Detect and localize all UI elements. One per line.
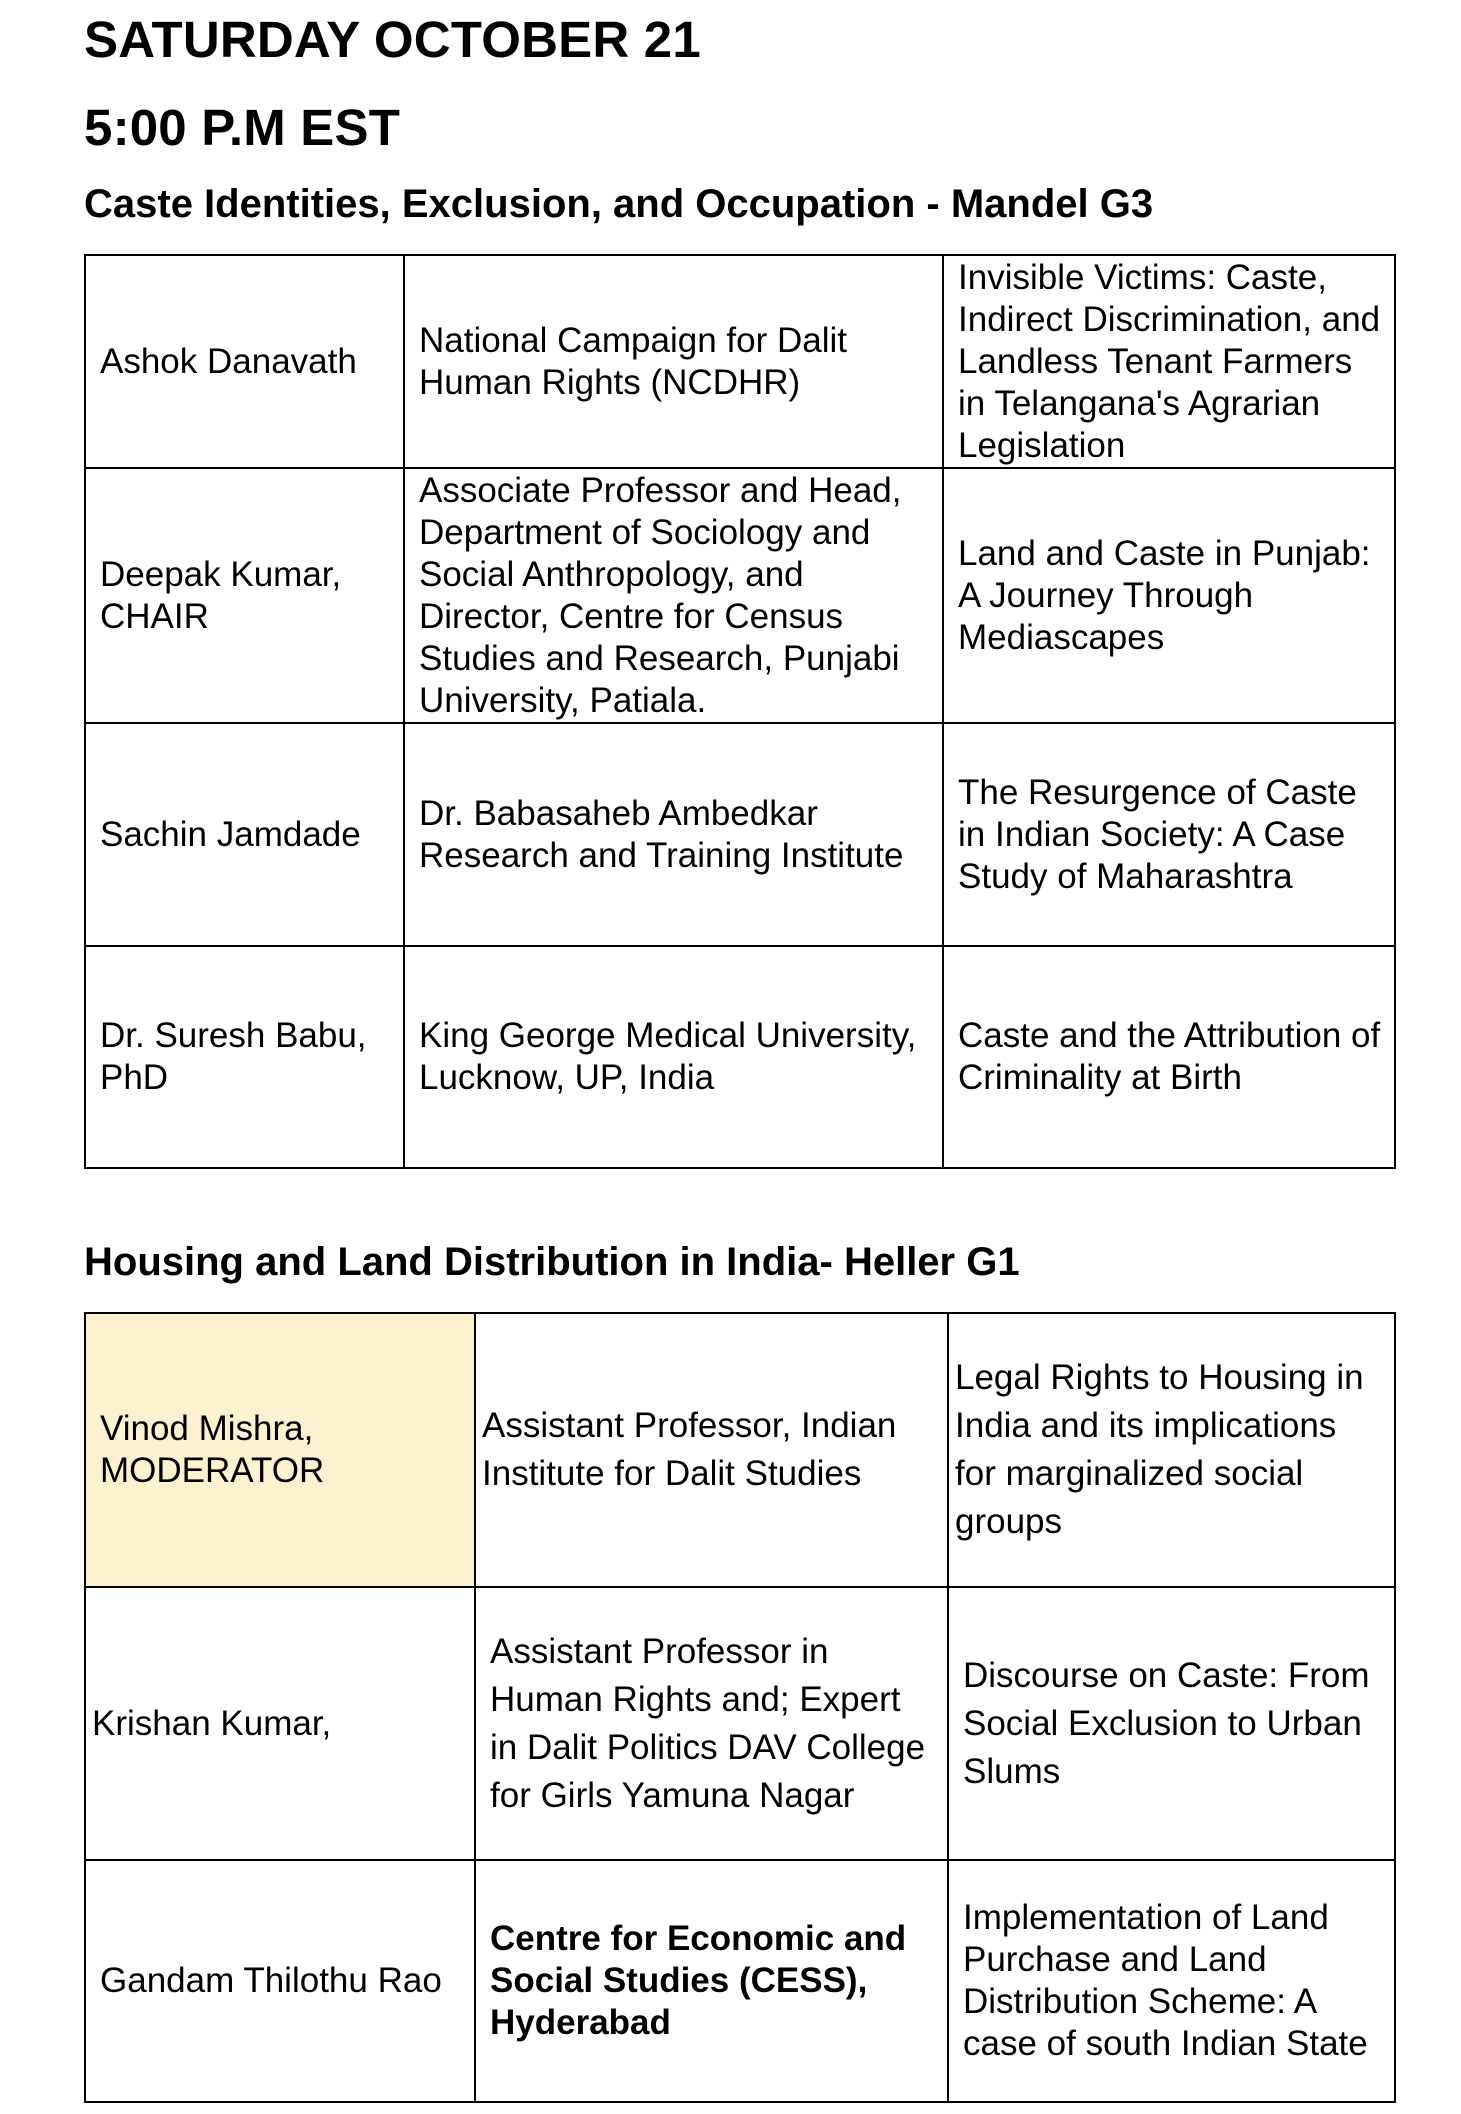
session-2-title: Housing and Land Distribution in India- Heller G1 bbox=[84, 1240, 1020, 1284]
speaker-affiliation: Dr. Babasaheb Ambedkar Research and Training Institute bbox=[404, 723, 943, 946]
table-row bbox=[85, 723, 1395, 946]
table-row bbox=[85, 1313, 1395, 1587]
table-row bbox=[85, 468, 1395, 723]
time-heading: 5:00 P.M EST bbox=[84, 99, 401, 156]
paper-title: Discourse on Caste: From Social Exclusion to Urban Slums bbox=[948, 1587, 1395, 1860]
session-1-table bbox=[84, 254, 1396, 1169]
speaker-affiliation: Assistant Professor in Human Rights and; Expert in Dalit Politics DAV College for Girls Yamuna Nagar bbox=[475, 1587, 948, 1860]
speaker-affiliation: King George Medical University, Lucknow, UP, India bbox=[404, 946, 943, 1168]
speaker-affiliation: National Campaign for Dalit Human Rights (NCDHR) bbox=[404, 255, 943, 468]
table-row bbox=[85, 1860, 1395, 2102]
speaker-name: Ashok Danavath bbox=[85, 255, 404, 468]
speaker-name: Vinod Mishra, MODERATOR bbox=[85, 1313, 475, 1587]
speaker-name: Deepak Kumar, CHAIR bbox=[85, 468, 404, 723]
speaker-name: Krishan Kumar, bbox=[85, 1587, 475, 1860]
speaker-affiliation: Assistant Professor, Indian Institute for Dalit Studies bbox=[475, 1313, 948, 1587]
table-row bbox=[85, 946, 1395, 1168]
paper-title: The Resurgence of Caste in Indian Society: A Case Study of Maharashtra bbox=[943, 723, 1395, 946]
table-row bbox=[85, 1587, 1395, 1860]
speaker-name: Dr. Suresh Babu, PhD bbox=[85, 946, 404, 1168]
session-2-table bbox=[84, 1312, 1396, 2103]
table-row bbox=[85, 255, 1395, 468]
paper-title: Legal Rights to Housing in India and its implications for marginalized social groups bbox=[948, 1313, 1395, 1587]
session-1-title: Caste Identities, Exclusion, and Occupation - Mandel G3 bbox=[84, 182, 1154, 226]
speaker-name: Sachin Jamdade bbox=[85, 723, 404, 946]
date-heading: SATURDAY OCTOBER 21 bbox=[84, 11, 701, 68]
paper-title: Caste and the Attribution of Criminality at Birth bbox=[943, 946, 1395, 1168]
paper-title: Implementation of Land Purchase and Land Distribution Scheme: A case of south Indian State bbox=[948, 1860, 1395, 2102]
paper-title: Land and Caste in Punjab: A Journey Through Mediascapes bbox=[943, 468, 1395, 723]
speaker-affiliation: Associate Professor and Head, Department of Sociology and Social Anthropology, and Director, Centre for Census Studies and Research, Punjabi University, Patiala. bbox=[404, 468, 943, 723]
paper-title: Invisible Victims: Caste, Indirect Discrimination, and Landless Tenant Farmers in Telangana's Agrarian Legislation bbox=[943, 255, 1395, 468]
speaker-name: Gandam Thilothu Rao bbox=[85, 1860, 475, 2102]
speaker-affiliation: Centre for Economic and Social Studies (CESS), Hyderabad bbox=[475, 1860, 948, 2102]
